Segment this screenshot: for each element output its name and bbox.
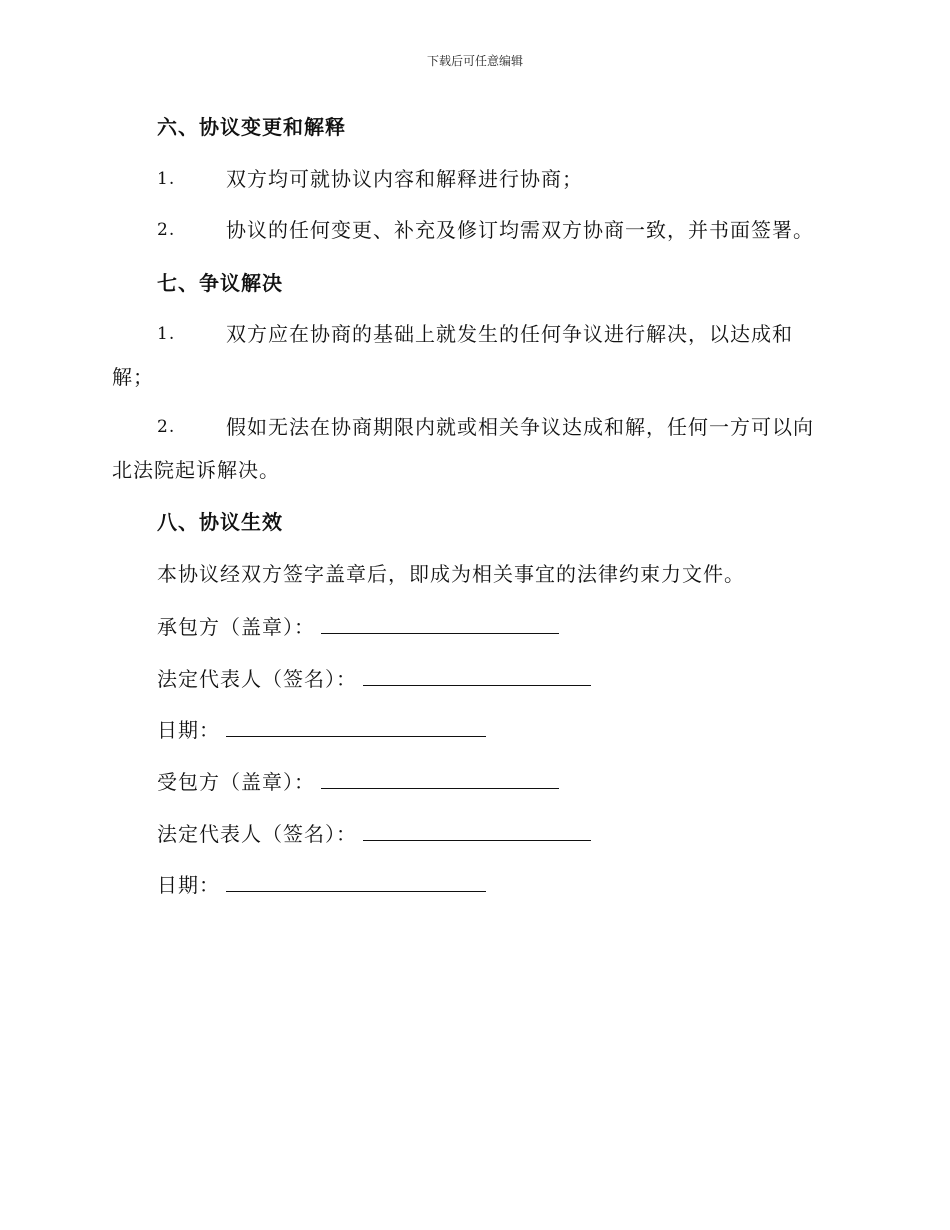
contractor-rep-row bbox=[157, 665, 591, 692]
contractor-date-row bbox=[157, 716, 486, 743]
subcontractor-rep-label: 法定代表人（签名）： bbox=[157, 822, 357, 846]
subcontractor-seal-row bbox=[157, 768, 559, 795]
section-6-title: 六、协议变更和解释 bbox=[157, 115, 346, 139]
item-text: 双方应在协商的基础上就发生的任何争议进行解决，以达成和 bbox=[226, 322, 793, 346]
item-text-continued: 北法院起诉解决。 bbox=[112, 458, 280, 482]
subcontractor-rep-line[interactable] bbox=[363, 820, 591, 841]
item-number: 1. bbox=[157, 169, 176, 189]
subcontractor-seal-label: 受包方（盖章）： bbox=[157, 770, 315, 794]
contractor-date-label: 日期： bbox=[157, 718, 220, 742]
subcontractor-date-row bbox=[157, 871, 486, 898]
contractor-seal-line[interactable] bbox=[321, 613, 559, 634]
item-text: 假如无法在协商期限内就或相关争议达成和解，任何一方可以向 bbox=[226, 415, 814, 439]
contractor-date-line[interactable] bbox=[226, 716, 486, 737]
section-6-item-1 bbox=[112, 158, 842, 201]
item-number: 1. bbox=[157, 324, 176, 344]
section-6-item-2 bbox=[112, 209, 842, 252]
item-number: 2. bbox=[157, 220, 176, 240]
section-7-title: 七、争议解决 bbox=[157, 271, 283, 295]
item-text: 双方均可就协议内容和解释进行协商； bbox=[226, 167, 583, 191]
section-7-item-2 bbox=[112, 406, 842, 492]
contractor-seal-label: 承包方（盖章）： bbox=[157, 615, 315, 639]
subcontractor-rep-row bbox=[157, 820, 591, 847]
contractor-seal-row bbox=[157, 613, 559, 640]
contractor-rep-label: 法定代表人（签名）： bbox=[157, 667, 357, 691]
subcontractor-date-line[interactable] bbox=[226, 871, 486, 892]
subcontractor-date-label: 日期： bbox=[157, 873, 220, 897]
section-7-item-1 bbox=[112, 313, 842, 399]
section-8-text: 本协议经双方签字盖章后，即成为相关事宜的法律约束力文件。 bbox=[157, 562, 745, 586]
page-header: 下载后可任意编辑 bbox=[426, 54, 523, 68]
section-8-title: 八、协议生效 bbox=[157, 510, 283, 534]
subcontractor-seal-line[interactable] bbox=[321, 768, 559, 789]
item-text-continued: 解； bbox=[112, 365, 154, 389]
contractor-rep-line[interactable] bbox=[363, 665, 591, 686]
item-text: 协议的任何变更、补充及修订均需双方协商一致，并书面签署。 bbox=[226, 218, 814, 242]
item-number: 2. bbox=[157, 417, 176, 437]
